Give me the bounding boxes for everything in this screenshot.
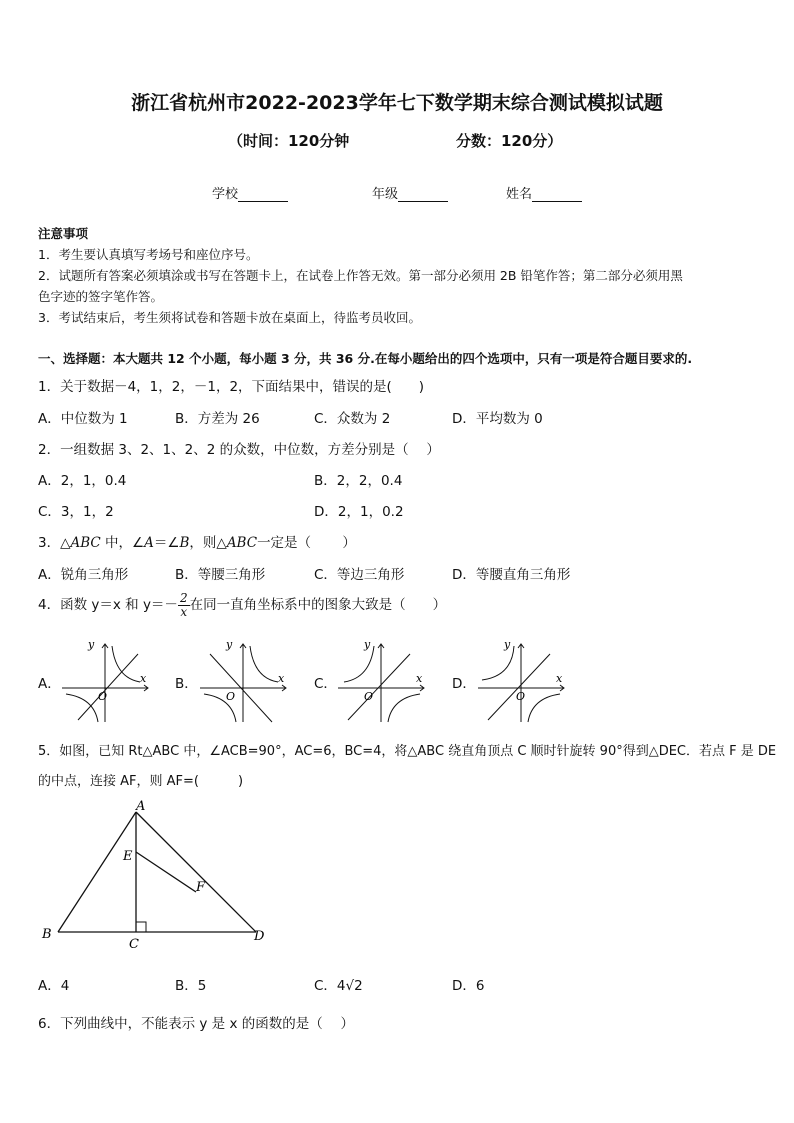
school-blank	[238, 188, 288, 202]
q2-option-b: B．2，2，0.4	[314, 473, 403, 489]
hyperbola-q3	[66, 694, 98, 722]
point-b: B	[42, 927, 52, 942]
right-angle-mark	[136, 922, 146, 932]
q4-frac-num: 2	[179, 590, 188, 605]
q3-option-c: C．等边三角形	[314, 567, 405, 583]
q4-graph-d	[476, 636, 572, 726]
name-label: 姓名	[506, 187, 533, 202]
q3-mid: 中，∠	[100, 535, 145, 551]
q4-fraction	[178, 592, 190, 619]
question-6-stem: 6．下列曲线中，不能表示 y 是 x 的函数的是（ ）	[38, 1016, 355, 1032]
hyperbola-q4	[528, 694, 560, 722]
school-field	[212, 183, 288, 202]
point-c: C	[129, 937, 139, 952]
q1-option-c: C．众数为 2	[314, 411, 391, 427]
q3-option-d: D．等腰直角三角形	[452, 567, 571, 583]
q4-graph-c	[336, 636, 432, 726]
q3-angle-b: B	[179, 535, 190, 551]
question-3-stem	[38, 531, 356, 551]
q3-prefix: 3．△	[38, 535, 71, 551]
hyperbola-q4	[388, 694, 420, 722]
x-label: x	[416, 672, 423, 685]
q4-option-d-label: D．	[452, 676, 476, 692]
line-y-equals-x	[348, 654, 410, 720]
x-label: x	[278, 672, 285, 685]
q3-rest1: ，则△	[189, 535, 227, 551]
question-5-line2: 的中点，连接 AF，则 AF=( )	[38, 774, 244, 789]
q4-frac-den: x	[180, 604, 188, 619]
note-item: 1．考生要认真填写考场号和座位序号。	[38, 247, 259, 262]
q4-graph-b	[198, 636, 294, 726]
q3-option-b: B．等腰三角形	[175, 567, 266, 583]
segment-ef	[136, 852, 196, 892]
question-5-line1: 5．如图，已知 Rt△ABC 中，∠ACB=90°，AC=6，BC=4，将△ABC 绕直角顶点 C 顺时针旋转 90°得到△DEC．若点 F 是 DE	[38, 744, 777, 759]
grade-label: 年级	[372, 187, 399, 202]
x-label: x	[556, 672, 563, 685]
q1-option-b: B．方差为 26	[175, 411, 260, 427]
q5-option-a: A．4	[38, 978, 70, 994]
q2-option-a: A．2，1，0.4	[38, 473, 127, 489]
hyperbola-q2	[482, 646, 514, 680]
hyperbola-q2	[344, 646, 374, 682]
note-item: 色字迹的签字笔作答。	[38, 289, 164, 304]
note-item: 3．考试结束后，考生须将试卷和答题卡放在桌面上，待监考员收回。	[38, 310, 421, 325]
y-label: y	[504, 638, 511, 651]
q1-option-d: D．平均数为 0	[452, 411, 543, 427]
q3-rest2: 一定是（ ）	[257, 535, 356, 551]
point-f: F	[196, 880, 206, 895]
exam-score: 分数：120分）	[456, 132, 563, 150]
hyperbola-q1	[112, 646, 140, 682]
x-label: x	[140, 672, 147, 685]
q5-triangle-figure	[36, 798, 276, 954]
q4-option-c-label: C．	[314, 676, 337, 692]
grade-blank	[398, 188, 448, 202]
grade-field	[372, 183, 448, 202]
y-label: y	[88, 638, 95, 651]
section-heading: 一、选择题：本大题共 12 个小题，每小题 3 分，共 36 分.在每小题给出的四个选项中，只有一项是符合题目要求的.	[38, 351, 693, 366]
q3-triangle-name: ABC	[70, 535, 101, 551]
origin-label: O	[98, 690, 108, 703]
question-2-stem: 2．一组数据 3、2、1、2、2 的众数，中位数，方差分别是（ ）	[38, 442, 440, 458]
q4-option-b-label: B．	[175, 676, 198, 692]
segment-ad	[136, 812, 256, 932]
name-blank	[532, 188, 582, 202]
q4-graph-a	[60, 636, 156, 726]
point-d: D	[254, 929, 265, 944]
q4-option-a-label: A．	[38, 676, 61, 692]
question-4-stem	[38, 590, 446, 620]
school-label: 学校	[212, 187, 239, 202]
origin-label: O	[364, 690, 374, 703]
q4-prefix: 4．函数 y＝x 和 y＝－	[38, 597, 178, 613]
q3-eq: ＝∠	[153, 535, 180, 551]
q5-option-d: D．6	[452, 978, 485, 994]
point-a: A	[136, 799, 146, 814]
point-e: E	[123, 849, 133, 864]
origin-label: O	[226, 690, 236, 703]
page-title: 浙江省杭州市2022-2023学年七下数学期末综合测试模拟试题	[131, 92, 663, 114]
name-field	[506, 183, 582, 202]
q2-option-c: C．3，1，2	[38, 504, 114, 520]
question-1-stem: 1．关于数据－4，1，2，－1，2，下面结果中，错误的是( )	[38, 379, 425, 395]
notes-heading: 注意事项	[38, 226, 89, 241]
y-label: y	[226, 638, 233, 651]
origin-label: O	[516, 690, 526, 703]
line-y-equals-x	[78, 654, 138, 720]
q5-option-b: B．5	[175, 978, 207, 994]
q3-option-a: A．锐角三角形	[38, 567, 129, 583]
y-label: y	[364, 638, 371, 651]
line-y-equals-x	[488, 654, 550, 720]
q5-option-c: C．4√2	[314, 978, 363, 994]
q4-suffix: 在同一直角坐标系中的图象大致是（ ）	[189, 597, 447, 613]
q3-triangle-name-2: ABC	[226, 535, 258, 551]
note-item: 2．试题所有答案必须填涂或书写在答题卡上，在试卷上作答无效。第一部分必须用 2B 铅笔作答；第二部分必须用黑	[38, 268, 683, 283]
segment-ab	[58, 812, 136, 932]
q1-option-a: A．中位数为 1	[38, 411, 128, 427]
hyperbola-q1	[250, 646, 278, 682]
q2-option-d: D．2，1，0.2	[314, 504, 404, 520]
exam-time: （时间：120分钟	[228, 132, 350, 150]
q3-angle-a: A	[144, 535, 154, 551]
